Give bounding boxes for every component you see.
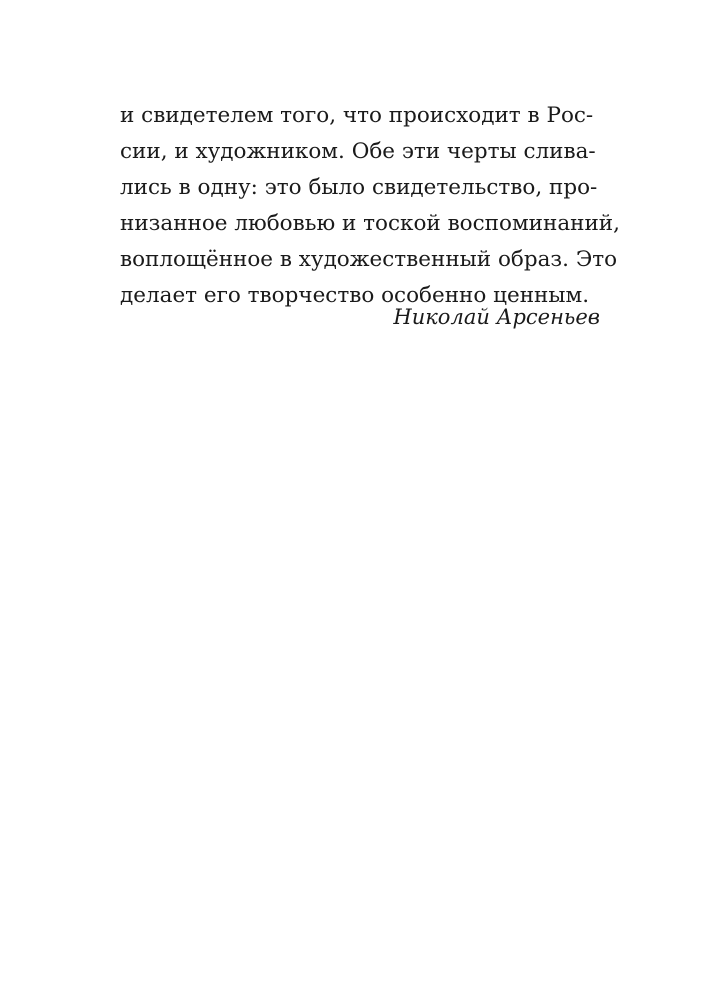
paragraph-line: низанное любовью и тоской воспоминаний, (120, 211, 620, 236)
body-paragraph (120, 98, 620, 314)
paragraph-line: делает его творчество особенно ценным. (120, 283, 590, 308)
paragraph-line: сии, и художником. Обе эти черты слива- (120, 139, 596, 164)
paragraph-line: воплощённое в художественный образ. Это (120, 247, 618, 272)
paragraph-line: и свидетелем того, что происходит в Рос- (120, 103, 594, 128)
paragraph-line: лись в одну: это было свидетельство, про- (120, 175, 598, 200)
author-signature: Николай Арсеньев (393, 305, 600, 329)
